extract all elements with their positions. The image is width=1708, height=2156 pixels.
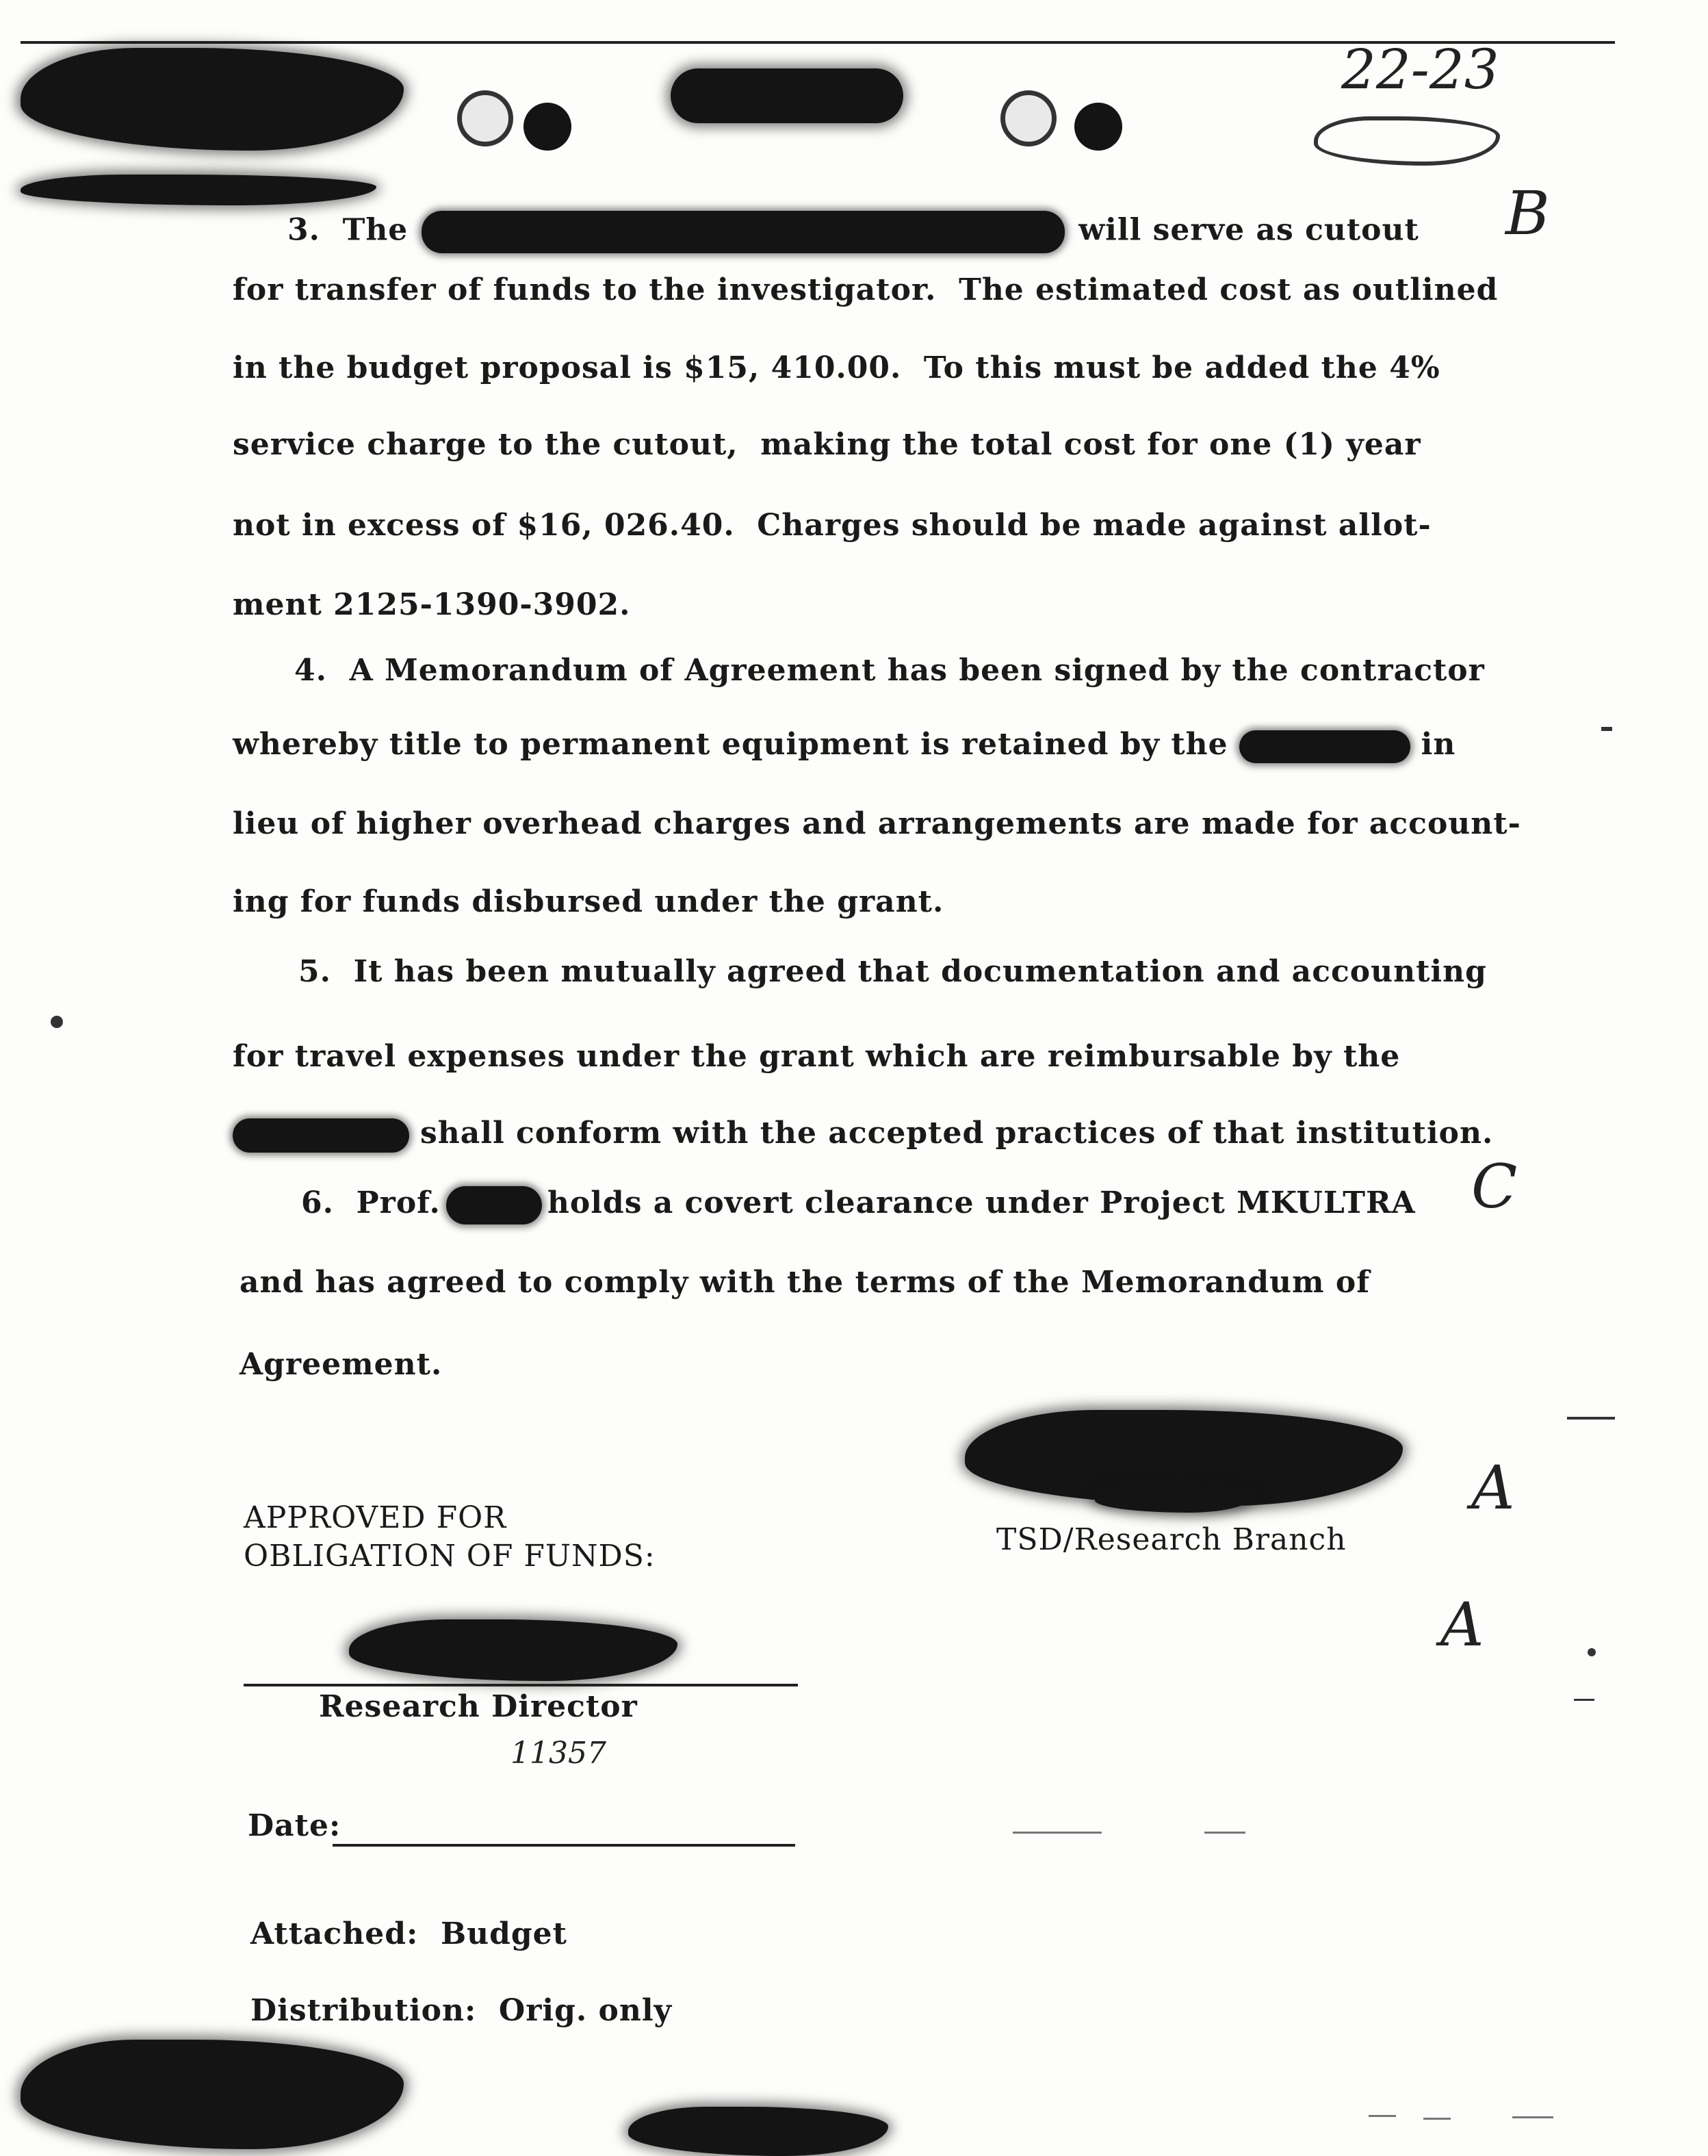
p6-line3: Agreement.: [240, 1347, 443, 1382]
margin-mark-2: [1574, 1699, 1594, 1701]
p3-line5: not in excess of $16, 026.40. Charges should be made against allot-: [233, 508, 1432, 543]
p3-line1-start: 3. The: [287, 212, 409, 248]
p6-line1: [301, 1184, 1416, 1224]
margin-mark-1: [1567, 1417, 1615, 1420]
p6-line1-end: holds a covert clearance under Project MKULTRA: [547, 1185, 1416, 1220]
punch-hole-filled-right: [1074, 103, 1122, 151]
p4-line4: ing for funds disbursed under the grant.: [233, 884, 944, 919]
attached-label: Attached: Budget: [250, 1916, 567, 1951]
redaction-inline-university: [1239, 730, 1410, 763]
handwritten-stamp-number: 11357: [510, 1736, 606, 1771]
handwritten-mark-a2: A: [1440, 1589, 1484, 1660]
scan-speck-2: [1588, 1648, 1596, 1656]
margin-mark-5: [1512, 2116, 1553, 2118]
redaction-inline-cutout-name: [422, 211, 1065, 253]
handwritten-scribble: [1314, 116, 1500, 166]
p4-line2-end: in: [1421, 727, 1456, 762]
handwritten-page-number: 22-23: [1341, 38, 1499, 101]
director-signature-rule: [244, 1684, 798, 1686]
redaction-signature-right-tail: [1095, 1485, 1252, 1513]
redaction-bottom-left: [21, 2040, 404, 2149]
p6-line1-start: 6. Prof.: [301, 1185, 441, 1220]
distribution-label: Distribution: Orig. only: [250, 1993, 673, 2028]
p3-line2: for transfer of funds to the investigator. The estimated cost as outlined: [233, 272, 1499, 307]
redaction-header-center: [671, 68, 903, 123]
p3-line6: ment 2125-1390-3902.: [233, 587, 631, 622]
p4-line2: [233, 726, 1455, 764]
punch-hole-open-left: [457, 90, 513, 146]
faint-dash-1: [1013, 1832, 1102, 1834]
p4-line1: 4. A Memorandum of Agreement has been signed by the contractor: [294, 653, 1485, 688]
p5-line2: for travel expenses under the grant which are reimbursable by the: [233, 1039, 1401, 1074]
approved-for-line1: APPROVED FOR: [244, 1500, 507, 1535]
p5-line3-end: shall conform with the accepted practices of that institution.: [420, 1116, 1494, 1151]
margin-mark-6: [1601, 727, 1612, 731]
redaction-bottom-center: [628, 2107, 888, 2156]
research-director-title: Research Director: [319, 1689, 638, 1724]
redaction-top-left-strip: [21, 175, 376, 205]
branch-label: TSD/Research Branch: [996, 1522, 1347, 1557]
redaction-top-left: [21, 48, 404, 151]
handwritten-mark-b: B: [1505, 178, 1550, 248]
redaction-inline-university-2: [233, 1118, 409, 1153]
p3-line4: service charge to the cutout, making the total cost for one (1) year: [233, 427, 1421, 462]
punch-hole-filled-left: [523, 103, 571, 151]
p3-line3: in the budget proposal is $15, 410.00. To this must be added the 4%: [233, 350, 1440, 385]
date-rule: [333, 1844, 795, 1847]
p4-line2-start: whereby title to permanent equipment is retained by the: [233, 727, 1228, 762]
p5-line3: [233, 1114, 1493, 1153]
margin-mark-3: [1369, 2115, 1396, 2117]
approved-for-line2: OBLIGATION OF FUNDS:: [244, 1539, 656, 1574]
handwritten-mark-a1: A: [1471, 1452, 1515, 1523]
redaction-inline-professor: [446, 1186, 542, 1224]
punch-hole-open-right: [1000, 90, 1057, 146]
p4-line3: lieu of higher overhead charges and arrangements are made for account-: [233, 806, 1521, 841]
redaction-director-signature: [349, 1619, 677, 1681]
scan-speck-1: [51, 1016, 63, 1028]
faint-dash-2: [1204, 1832, 1245, 1834]
p6-line2: and has agreed to comply with the terms of the Memorandum of: [240, 1265, 1371, 1300]
margin-mark-4: [1423, 2118, 1451, 2120]
p5-line1: 5. It has been mutually agreed that documentation and accounting: [298, 954, 1487, 989]
date-label: Date:: [248, 1808, 341, 1843]
p3-line1: [287, 211, 1419, 253]
handwritten-mark-c: C: [1471, 1151, 1518, 1222]
p3-line1-end: will serve as cutout: [1078, 212, 1419, 248]
